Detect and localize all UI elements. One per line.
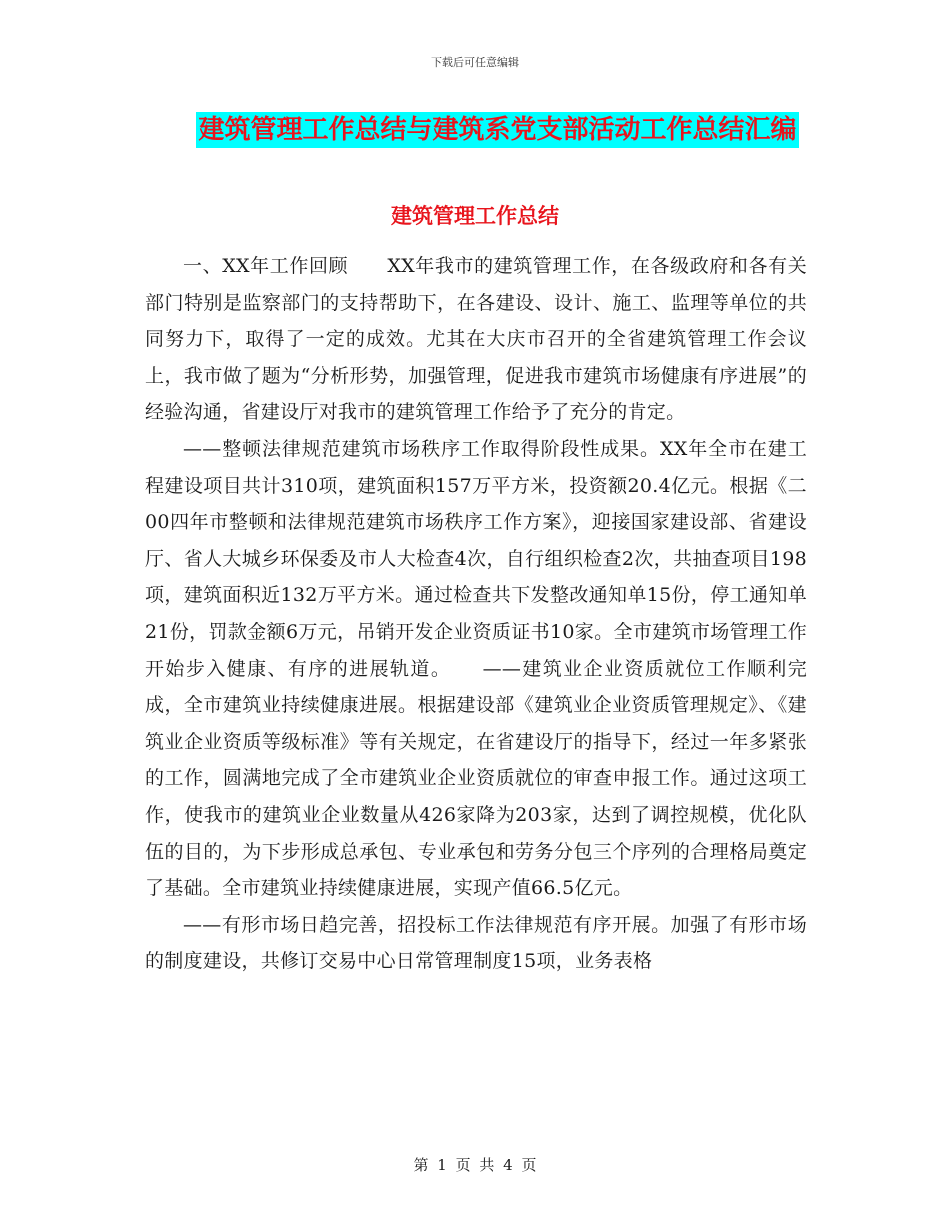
section-title: 建筑管理工作总结 [391,204,559,228]
body-paragraph: ——有形市场日趋完善，招投标工作法律规范有序开展。加强了有形市场的制度建设，共修订交易中心日常管理制度15项，业务表格 [145,913,807,973]
page-footer: 第 1 页 共 4 页 [413,1156,537,1174]
document-title-container [0,112,950,148]
body-paragraph: ——整顿法律规范建筑市场秩序工作取得阶段性成果。XX年全市在建工程建设项目共计310项，建筑面积157万平方米，投资额20.4亿元。根据《二00四年市整顿和法律规范建筑市场秩序工作方案》，迎接国家建设部、省建设厅、省人大城乡环保委及市人大检查4次，自行组织检查2次，共抽查项目198项，建筑面积近132万平方米。通过检查共下发整改通知单15份，停工通知单21份，罚款金额6万元，吊销开发企业资质证书10家。全市建筑市场管理工作开始步入健康、有序的进展轨道。 ——建筑业企业资质就位工作顺利完成，全市建筑业持续健康进展。根据建设部《建筑业企业资质管理规定》、《建筑业企业资质等级标准》等有关规定，在省建设厅的指导下，经过一年多紧张的工作，圆满地完成了全市建筑业企业资质就位的审查申报工作。通过这项工作，使我市的建筑业企业数量从426家降为203家，达到了调控规模，优化队伍的目的，为下步形成总承包、专业承包和劳务分包三个序列的合理格局奠定了基础。全市建筑业持续健康进展，实现产值66.5亿元。 [145,437,807,900]
body-paragraph: 一、XX年工作回顾 XX年我市的建筑管理工作，在各级政府和各有关部门特别是监察部门的支持帮助下，在各建设、设计、施工、监理等单位的共同努力下，取得了一定的成效。尤其在大庆市召开的全省建筑管理工作会议上，我市做了题为“分析形势，加强管理，促进我市建筑市场健康有序进展”的经验沟通，省建设厅对我市的建筑管理工作给予了充分的肯定。 [145,255,807,424]
page-header: 下载后可任意编辑 [431,56,519,69]
document-title: 建筑管理工作总结与建筑系党支部活动工作总结汇编 [196,112,798,148]
document-body [145,248,807,980]
